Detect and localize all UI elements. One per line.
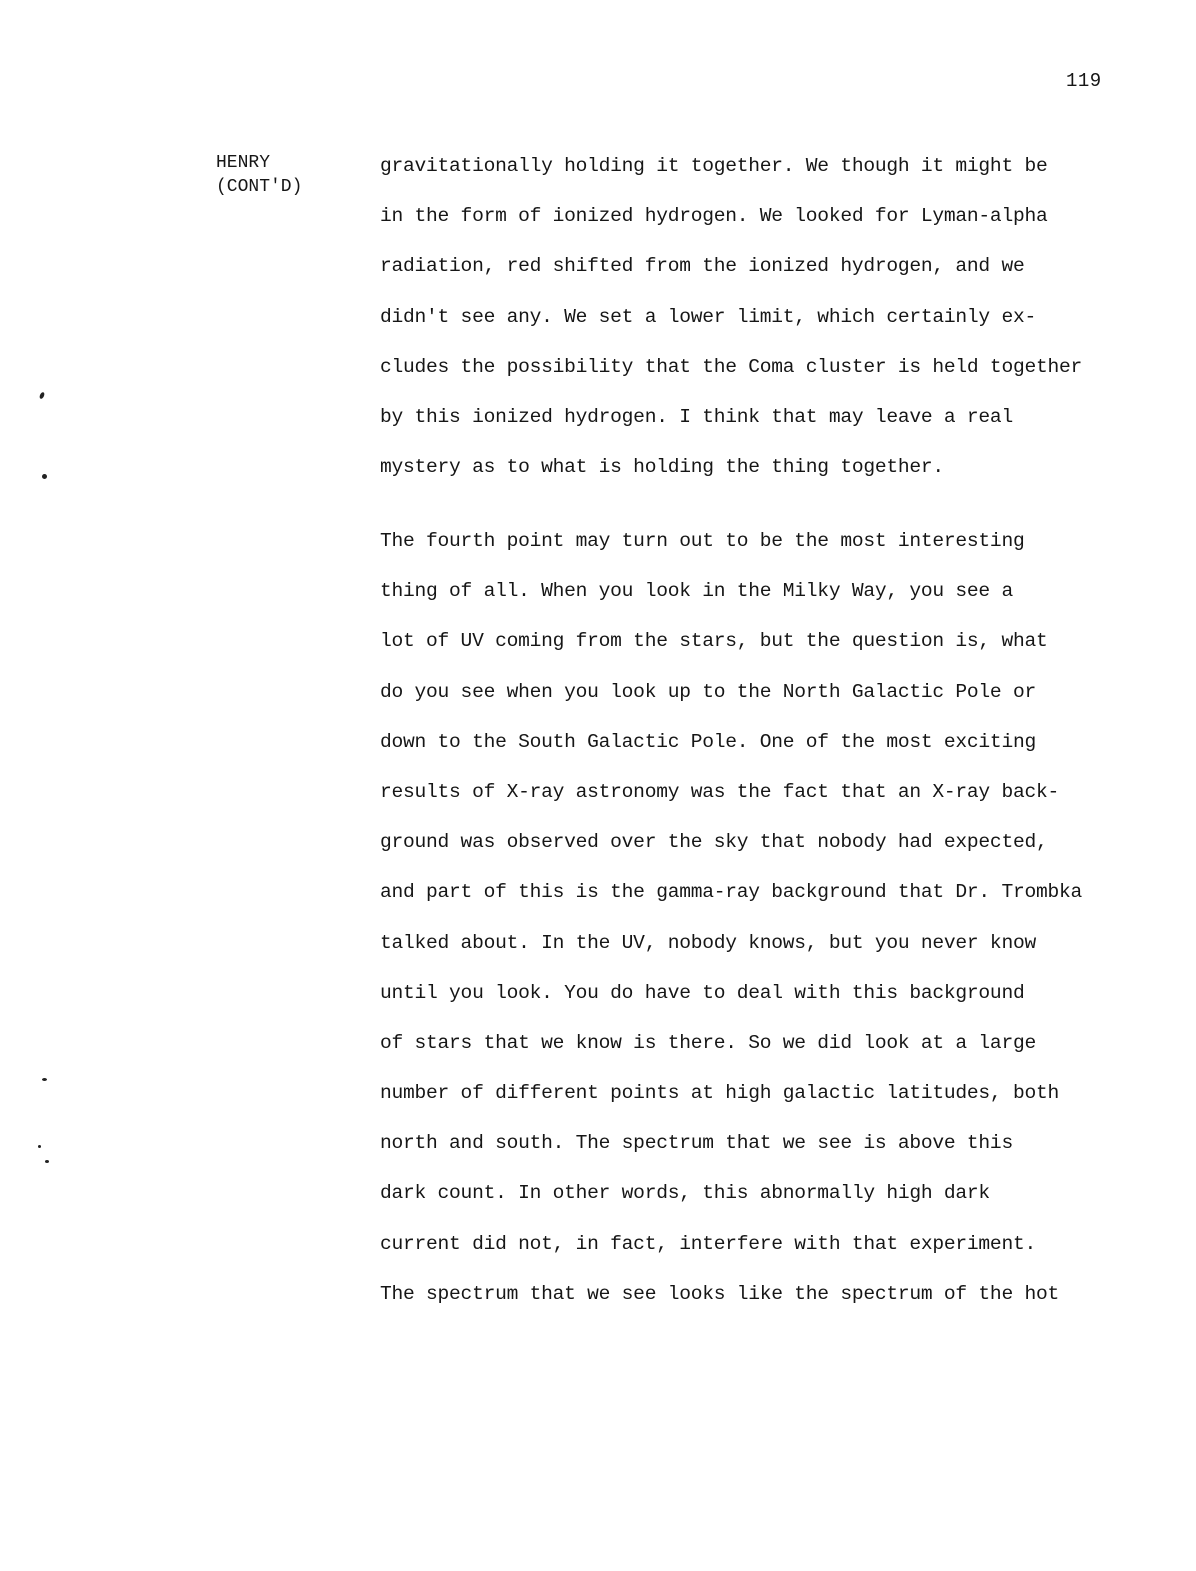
text-line: gravitationally holding it together. We though it might be [380, 155, 1048, 177]
scan-speck [42, 1078, 47, 1081]
text-line: north and south. The spectrum that we see is above this [380, 1132, 1013, 1155]
text-line: cludes the possibility that the Coma cluster is held together [380, 355, 1082, 378]
text-line: down to the South Galactic Pole. One of the most exciting [380, 730, 1036, 753]
text-line: current did not, in fact, interfere with that experiment. [380, 1232, 1036, 1255]
text-line: of stars that we know is there. So we did look at a large [380, 1031, 1036, 1054]
speaker-label [216, 151, 302, 199]
text-line: and part of this is the gamma-ray background that Dr. Trombka [380, 881, 1082, 904]
paragraph-2 [380, 527, 1082, 1330]
scan-speck [39, 391, 46, 399]
speaker-name: HENRY [216, 153, 271, 173]
text-line: ground was observed over the sky that nobody had expected, [380, 831, 1048, 854]
text-line: in the form of ionized hydrogen. We looked for Lyman-alpha [380, 205, 1048, 228]
text-line: mystery as to what is holding the thing together. [380, 456, 944, 479]
text-line: radiation, red shifted from the ionized hydrogen, and we [380, 255, 1025, 278]
text-line: results of X-ray astronomy was the fact that an X-ray back- [380, 780, 1059, 803]
page-number: 119 [1066, 70, 1102, 92]
text-line: dark count. In other words, this abnormally high dark [380, 1182, 990, 1205]
text-line: lot of UV coming from the stars, but the question is, what [380, 630, 1048, 653]
speaker-continued-note: (CONT'D) [216, 177, 303, 197]
text-line: thing of all. When you look in the Milky Way, you see a [380, 580, 1013, 603]
text-line: The spectrum that we see looks like the spectrum of the hot [380, 1282, 1059, 1305]
text-line: talked about. In the UV, nobody knows, but you never know [380, 931, 1036, 954]
scan-speck [38, 1145, 41, 1148]
text-line: by this ionized hydrogen. I think that may leave a real [380, 405, 1013, 428]
scan-speck [42, 474, 47, 479]
paragraph-1 [380, 152, 1082, 503]
text-line: didn't see any. We set a lower limit, which certainly ex- [380, 305, 1036, 328]
scan-speck [45, 1160, 49, 1163]
text-line: The fourth point may turn out to be the most interesting [380, 530, 1025, 552]
text-line: until you look. You do have to deal with this background [380, 981, 1025, 1004]
text-line: do you see when you look up to the North Galactic Pole or [380, 680, 1036, 703]
text-line: number of different points at high galactic latitudes, both [380, 1082, 1059, 1105]
